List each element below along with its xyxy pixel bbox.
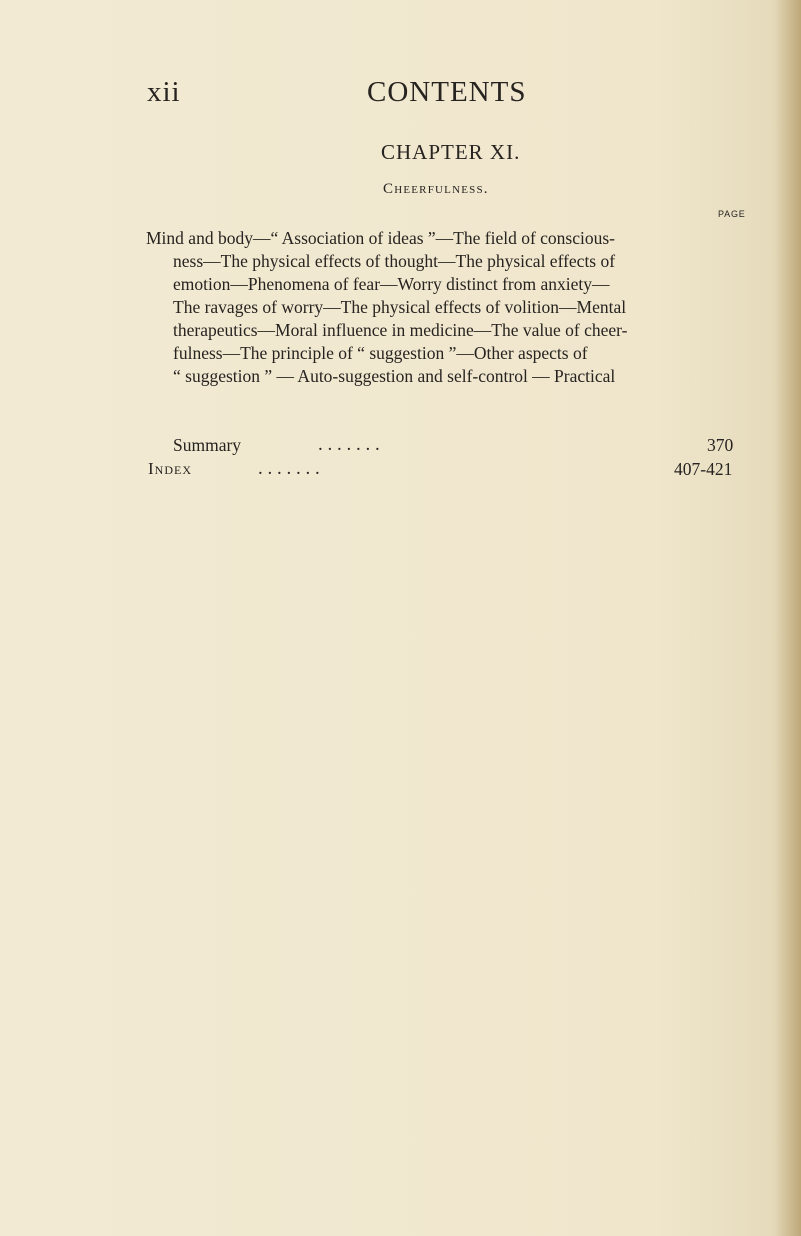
chapter-title: CHAPTER XI. bbox=[381, 140, 521, 164]
page-edge-shadow bbox=[775, 0, 801, 1236]
summary-dot-leaders: . . . . . . . bbox=[318, 434, 380, 455]
index-page-range: 407-421 bbox=[674, 459, 733, 479]
chapter-summary-label: Summary bbox=[173, 435, 242, 455]
chapter-contents-line: Mind and body—“ Association of ideas ”—The field of conscious- bbox=[146, 228, 615, 248]
chapter-contents-line: “ suggestion ” — Auto-suggestion and self-control — Practical bbox=[173, 366, 616, 386]
chapter-contents-line: fulness—The principle of “ suggestion ”—Other aspects of bbox=[173, 343, 588, 363]
chapter-subtitle: Cheerfulness. bbox=[383, 181, 489, 197]
chapter-contents-line: therapeutics—Moral influence in medicine—The value of cheer- bbox=[173, 320, 628, 340]
chapter-contents-line: ness—The physical effects of thought—The physical effects of bbox=[173, 251, 616, 271]
index-label: Index bbox=[148, 459, 192, 478]
chapter-contents-line: emotion—Phenomena of fear—Worry distinct from anxiety— bbox=[173, 274, 610, 294]
page-column-label: PAGE bbox=[718, 209, 746, 219]
running-head: CONTENTS bbox=[367, 76, 527, 108]
chapter-contents-line: The ravages of worry—The physical effects of volition—Mental bbox=[173, 297, 627, 317]
chapter-page-number: 370 bbox=[707, 435, 734, 455]
page-folio: xii bbox=[147, 76, 181, 108]
index-dot-leaders: . . . . . . . bbox=[258, 458, 320, 479]
